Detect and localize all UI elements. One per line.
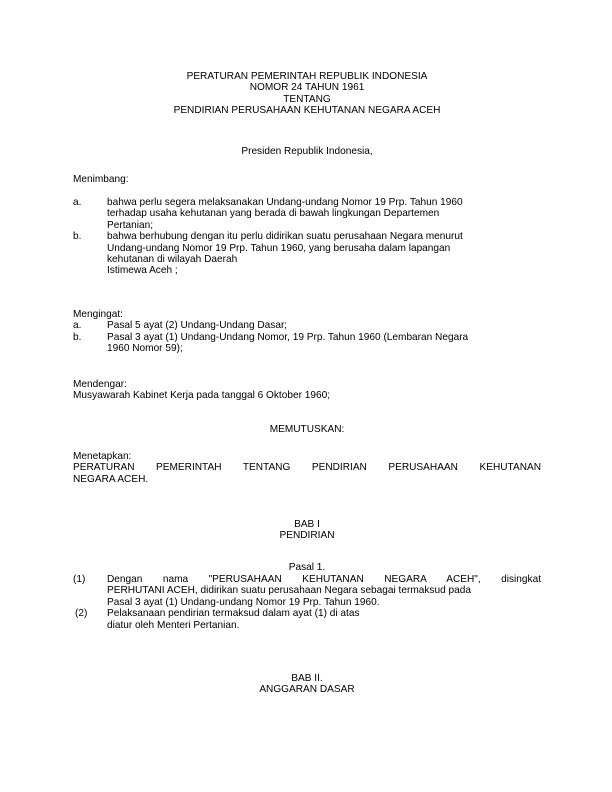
mendengar-text: Musyawarah Kabinet Kerja pada tanggal 6 Oktober 1960;: [73, 390, 330, 402]
memutuskan-heading: MEMUTUSKAN:: [269, 424, 345, 435]
item-line: Pasal 5 ayat (2) Undang-Undang Dasar;: [107, 320, 288, 332]
item-marker: a.: [73, 197, 82, 208]
item-line: 1960 Nomor 59);: [107, 343, 183, 355]
pasal-1-heading: Pasal 1.: [288, 562, 326, 573]
item-line: Undang-undang Nomor 19 Prp. Tahun 1960, yang berusaha dalam lapangan: [107, 242, 451, 254]
mendengar-section: [73, 379, 541, 402]
menetapkan-line: NEGARA ACEH.: [73, 473, 149, 485]
item-marker: (2): [75, 608, 88, 620]
item-line: Istimewa Aceh ;: [107, 265, 178, 277]
item-marker: (1): [73, 574, 86, 585]
item-line: Pertanian;: [107, 219, 154, 231]
document-header: [73, 71, 541, 117]
menetapkan-section: [73, 451, 541, 485]
mengingat-label: Mengingat:: [73, 309, 123, 320]
menetapkan-label: Menetapkan:: [73, 451, 132, 462]
bab-subtitle: ANGGARAN DASAR: [259, 684, 355, 696]
mengingat-item-b: [73, 332, 541, 355]
item-line: Pelaksanaan pendirian termaksud dalam ayat (1) di atas: [107, 608, 360, 620]
bab-subtitle: PENDIRIAN: [279, 530, 335, 542]
item-line: diatur oleh Menteri Pertanian.: [107, 619, 240, 631]
bab-title: BAB I: [294, 519, 320, 530]
item-marker: b.: [73, 331, 82, 343]
mengingat-item-a: [73, 320, 541, 331]
header-number: NOMOR 24 TAHUN 1961: [249, 82, 365, 94]
pasal-1-item-1: [73, 574, 541, 608]
item-line: bahwa perlu segera melaksanakan Undang-undang Nomor 19 Prp. Tahun 1960: [107, 197, 463, 208]
mengingat-section: [73, 309, 541, 355]
president-line: Presiden Republik Indonesia,: [241, 146, 373, 157]
menetapkan-line: PERATURAN PEMERINTAH TENTANG PENDIRIAN PERUSAHAAN KEHUTANAN: [73, 462, 541, 474]
menimbang-item-b: [73, 231, 541, 277]
menimbang-label: Menimbang:: [73, 174, 129, 185]
item-line: Pasal 3 ayat (1) Undang-undang Nomor 19 Prp. Tahun 1960.: [107, 596, 380, 608]
menimbang-list: [73, 197, 541, 277]
bab-1-heading: [73, 519, 541, 542]
item-marker: a.: [73, 320, 82, 332]
header-title: PERATURAN PEMERINTAH REPUBLIK INDONESIA: [186, 71, 428, 82]
item-line: Pasal 3 ayat (1) Undang-Undang Nomor, 19 Prp. Tahun 1960 (Lembaran Negara: [107, 331, 469, 343]
item-marker: b.: [73, 231, 82, 243]
item-line: Dengan nama "PERUSAHAAN KEHUTANAN NEGARA ACEH", disingkat: [107, 574, 541, 585]
header-subject: PENDIRIAN PERUSAHAAN KEHUTANAN NEGARA ACEH: [173, 105, 441, 117]
pasal-1-list: [73, 574, 541, 631]
pasal-1-item-2: [73, 608, 541, 631]
mendengar-label: Mendengar:: [73, 379, 127, 390]
item-line: bahwa berhubung dengan itu perlu didirikan suatu perusahaan Negara menurut: [107, 231, 463, 243]
item-line: kehutanan di wilayah Daerah: [107, 254, 238, 266]
header-tentang: TENTANG: [283, 93, 331, 105]
item-line: PERHUTANI ACEH, didirikan suatu perusahaan Negara sebagai termaksud pada: [107, 585, 471, 597]
menimbang-item-a: [73, 197, 541, 231]
bab-2-heading: [73, 673, 541, 696]
item-line: terhadap usaha kehutanan yang berada di bawah lingkungan Departemen: [107, 208, 440, 220]
bab-title: BAB II.: [291, 673, 323, 684]
